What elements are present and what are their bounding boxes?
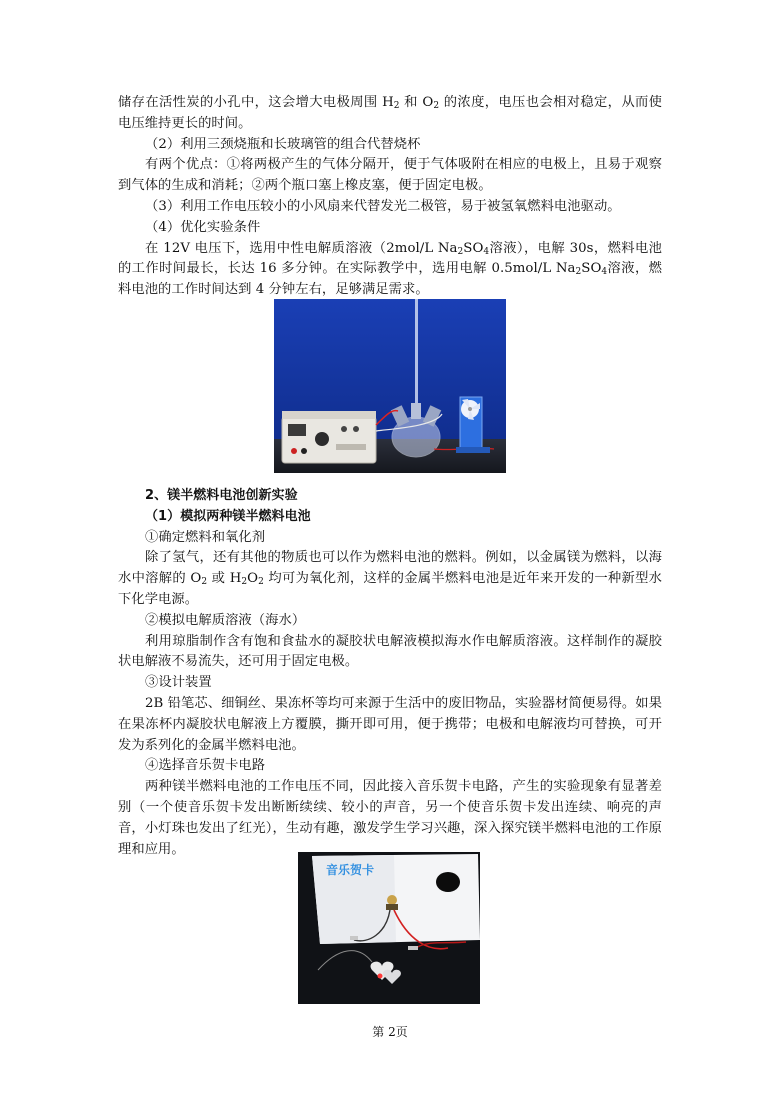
card-title-text: 音乐贺卡	[326, 863, 375, 877]
step-2-body: 利用琼脂制作含有饱和食盐水的凝胶状电解液模拟海水作电解质溶液。这样制作的凝胶状电解液不易流失，还可用于固定电极。	[118, 633, 662, 670]
step-4-body: 两种镁半燃料电池的工作电压不同，因此接入音乐贺卡电路，产生的实验现象有显著差别（一个使音乐贺卡发出断断续续、较小的声音，另一个使音乐贺卡发出连续、响亮的声音，小灯珠也发出了红光），生动有趣，激发学生学习兴趣，深入探究镁半燃料电池的工作原理和应用。	[118, 779, 662, 857]
paragraph-continuation: 储存在活性炭的小孔中，这会增大电极周围 $H_2$ 和 $O_2$ 的浓度，电压也会相对稳定，从而使电压维持更长的时间。	[118, 95, 663, 131]
item-4-title: （4）优化实验条件	[145, 219, 261, 235]
item-2-title: （2）利用三颈烧瓶和长玻璃管的组合代替烧杯	[145, 136, 421, 152]
item-2-body: 有两个优点：①将两极产生的气体分隔开，便于气体吸附在相应的电极上，且易于观察到气体的生成和消耗；②两个瓶口塞上橡皮塞，便于固定电极。	[118, 157, 662, 194]
apparatus-illustration	[274, 299, 506, 473]
text-block-top	[118, 93, 662, 301]
fuel-cell-apparatus-photo	[274, 299, 506, 473]
music-card-circuit-photo	[298, 852, 480, 1004]
step-3-body: 2B 铅笔芯、细铜丝、果冻杯等均可来源于生活中的废旧物品，实验器材简便易得。如果在果冻杯内凝胶状电解液上方覆膜，撕开即可用，便于携带；电极和电解液均可替换，可开发为系列化的金属半燃料电池。	[118, 695, 662, 753]
item-3: （3）利用工作电压较小的小风扇来代替发光二极管，易于被氢氧燃料电池驱动。	[145, 198, 621, 214]
step-4-title: ④选择音乐贺卡电路	[145, 758, 266, 774]
music-card-illustration	[298, 852, 480, 1004]
step-2-title: ②模拟电解质溶液（海水）	[145, 612, 306, 628]
step-1-title: ①确定燃料和氧化剂	[145, 529, 266, 545]
step-3-title: ③设计装置	[145, 675, 212, 691]
text-block-section2	[118, 486, 662, 860]
subsection-1-title: （1）模拟两种镁半燃料电池	[145, 508, 311, 524]
section-2-title: 2、镁半燃料电池创新实验	[145, 488, 298, 503]
step-1-body: 除了氢气，还有其他的物质也可以作为燃料电池的燃料。例如，以金属镁为燃料，以海水中溶解的 $O_2$ 或 $H_2O_2$ 均可为氧化剂，这样的金属半燃料电池是近年来开发的一种新型水下化学电源。	[118, 550, 662, 607]
item-4-body: 在 12V 电压下，选用中性电解质溶液（2mol/L $Na_2SO_4$溶液），电解 30s，燃料电池的工作时间最长，长达 16 多分钟。在实际教学中，选用电解 0.5mol/L $Na_2SO_4$溶液，燃料电池的工作时间达到 4 分钟左右，足够满足需求。	[118, 240, 662, 298]
page-number: 第 2页	[372, 1025, 408, 1039]
